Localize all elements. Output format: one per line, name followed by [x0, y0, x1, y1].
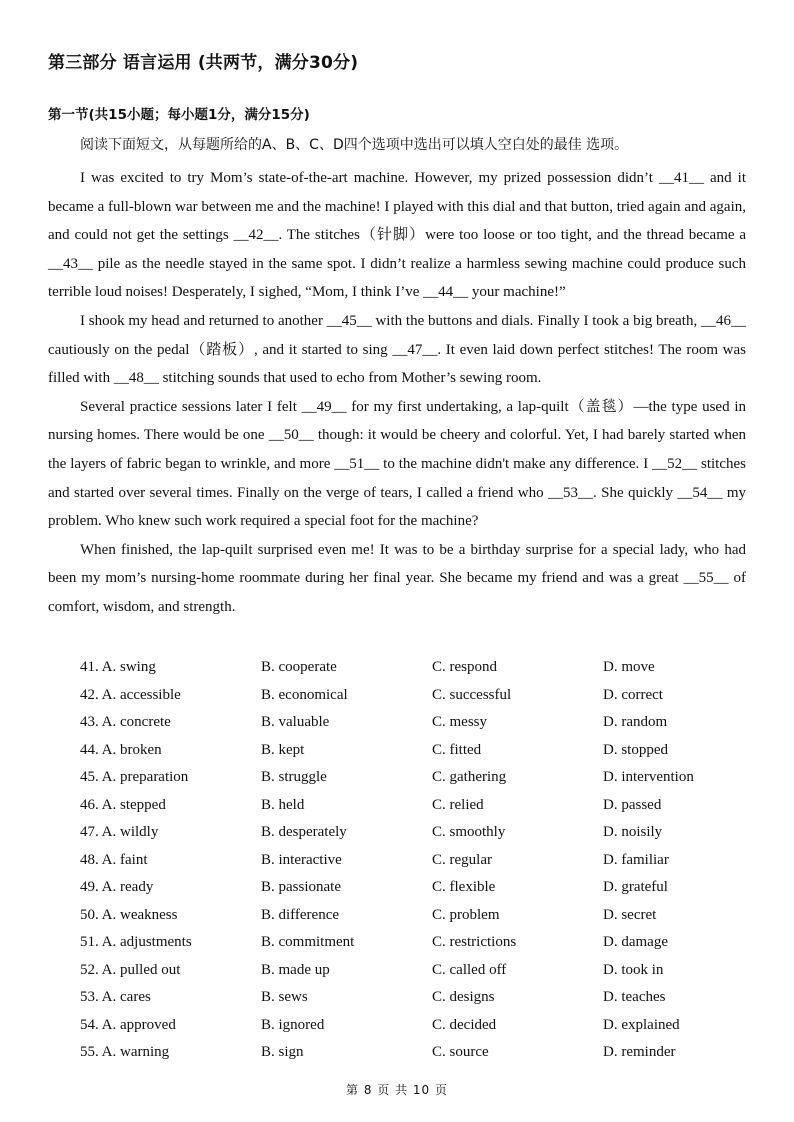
- option-d: D. damage: [603, 934, 668, 950]
- option-a: 55. A. warning: [80, 1044, 170, 1060]
- option-a: 41. A. swing: [80, 659, 156, 675]
- instruction-text: 阅读下面短文，从每题所给的A、B、C、D四个选项中选出可以填人空白处的最佳 选项。: [80, 137, 629, 153]
- question-55-options: [80, 1039, 760, 1067]
- question-54-options: [80, 1012, 760, 1040]
- option-c: C. source: [432, 1044, 489, 1060]
- question-53-options: [80, 984, 760, 1012]
- option-b: B. valuable: [261, 714, 330, 730]
- option-c: C. relied: [432, 796, 484, 813]
- option-b: B. desperately: [261, 824, 347, 840]
- passage-paragraph-1: I was excited to try Mom’s state-of-the-art machine. However, my prized possession didn’t __41__ and it became a full-blown war between me and the machine! I played with this dial and that button, tried again and again, and could not get the settings __42__. The stitches（针脚）were too loose or too tight, and the thread became a __43__ pile as the needle stayed in the same spot. I didn’t realize a harmless sewing machine could produce such terrible loud noises! Desperately, I sighed, “Mom, I think I’ve __44__ your machine!”: [48, 170, 746, 301]
- question-50-options: [80, 902, 760, 930]
- option-c: C. fitted: [432, 741, 482, 758]
- option-d: D. reminder: [603, 1044, 676, 1060]
- option-a: 53. A. cares: [80, 989, 151, 1005]
- option-a: 54. A. approved: [80, 1016, 176, 1033]
- option-c: C. designs: [432, 989, 495, 1005]
- option-b: B. commitment: [261, 934, 355, 950]
- option-c: C. respond: [432, 659, 497, 675]
- page-footer: 第 8 页 共 10 页: [346, 1083, 448, 1097]
- option-b: B. economical: [261, 686, 348, 703]
- question-48-options: [80, 847, 760, 875]
- option-c: C. restrictions: [432, 934, 517, 950]
- option-b: B. kept: [261, 741, 305, 758]
- option-d: D. move: [603, 659, 655, 675]
- option-d: D. passed: [603, 796, 662, 813]
- option-b: B. passionate: [261, 879, 341, 895]
- option-c: C. messy: [432, 714, 488, 730]
- question-41-options: [80, 654, 760, 682]
- answer-options: [80, 654, 760, 1067]
- option-a: 44. A. broken: [80, 741, 162, 758]
- option-c: C. problem: [432, 906, 500, 923]
- section-title: 第一节(共15小题；每小题1分，满分15分): [48, 107, 310, 123]
- option-c: C. regular: [432, 851, 492, 868]
- option-d: D. correct: [603, 686, 663, 703]
- passage-paragraph-2: I shook my head and returned to another __45__ with the buttons and dials. Finally I took a big breath, __46__ cautiously on the pedal（踏板）, and it started to sing __47__. It even laid down perfect stitches! The room was filled with __48__ stitching sounds that used to echo from Mother’s sewing room.: [48, 312, 746, 387]
- option-c: C. called off: [432, 961, 507, 978]
- question-43-options: [80, 709, 760, 737]
- option-b: B. ignored: [261, 1016, 325, 1033]
- question-49-options: [80, 874, 760, 902]
- option-a: 49. A. ready: [80, 879, 154, 895]
- option-b: B. sews: [261, 989, 308, 1005]
- option-a: 45. A. preparation: [80, 769, 189, 785]
- option-b: B. cooperate: [261, 659, 337, 675]
- option-d: D. explained: [603, 1016, 680, 1033]
- option-b: B. held: [261, 796, 305, 813]
- option-d: D. intervention: [603, 769, 694, 785]
- question-47-options: [80, 819, 760, 847]
- option-d: D. stopped: [603, 741, 668, 758]
- option-d: D. grateful: [603, 879, 668, 895]
- passage-paragraph-4: When finished, the lap-quilt surprised even me! It was to be a birthday surprise for a special lady, who had been my mom’s nursing-home roommate during her final year. She became my friend and was a great __55__ of comfort, wisdom, and strength.: [48, 541, 746, 615]
- option-d: D. noisily: [603, 824, 663, 840]
- option-c: C. decided: [432, 1016, 497, 1033]
- option-a: 46. A. stepped: [80, 796, 166, 813]
- question-46-options: [80, 792, 760, 820]
- option-d: D. teaches: [603, 989, 666, 1005]
- option-a: 50. A. weakness: [80, 906, 178, 923]
- option-a: 48. A. faint: [80, 851, 148, 868]
- option-a: 43. A. concrete: [80, 714, 171, 730]
- option-c: C. smoothly: [432, 824, 506, 840]
- option-d: D. familiar: [603, 851, 669, 868]
- question-52-options: [80, 957, 760, 985]
- option-d: D. random: [603, 714, 668, 730]
- passage-paragraph-3: Several practice sessions later I felt __49__ for my first undertaking, a lap-quilt（盖毯）—the type used in nursing homes. There would be one __50__ though: it would be cheery and colorful. Yet, I had barely started when the layers of fabric began to wrinkle, and more __51__ to the machine didn't make any difference. I __52__ stitches and started over several times. Finally on the verge of tears, I called a friend who __53__. She quickly __54__ my problem. Who knew such work required a special foot for the machine?: [48, 398, 746, 530]
- option-a: 52. A. pulled out: [80, 961, 181, 978]
- option-b: B. difference: [261, 906, 340, 923]
- cloze-passage: [48, 164, 746, 622]
- option-c: C. successful: [432, 686, 512, 703]
- question-42-options: [80, 682, 760, 710]
- option-a: 47. A. wildly: [80, 824, 159, 840]
- option-d: D. took in: [603, 961, 664, 978]
- part-title: 第三部分 语言运用 (共两节，满分30分): [48, 53, 359, 73]
- option-d: D. secret: [603, 906, 657, 923]
- option-b: B. made up: [261, 961, 330, 978]
- question-45-options: [80, 764, 760, 792]
- option-b: B. interactive: [261, 851, 342, 868]
- option-c: C. gathering: [432, 769, 507, 785]
- option-b: B. sign: [261, 1044, 304, 1060]
- option-b: B. struggle: [261, 769, 327, 785]
- option-c: C. flexible: [432, 879, 496, 895]
- option-a: 42. A. accessible: [80, 686, 181, 703]
- option-a: 51. A. adjustments: [80, 934, 192, 950]
- question-51-options: [80, 929, 760, 957]
- question-44-options: [80, 737, 760, 765]
